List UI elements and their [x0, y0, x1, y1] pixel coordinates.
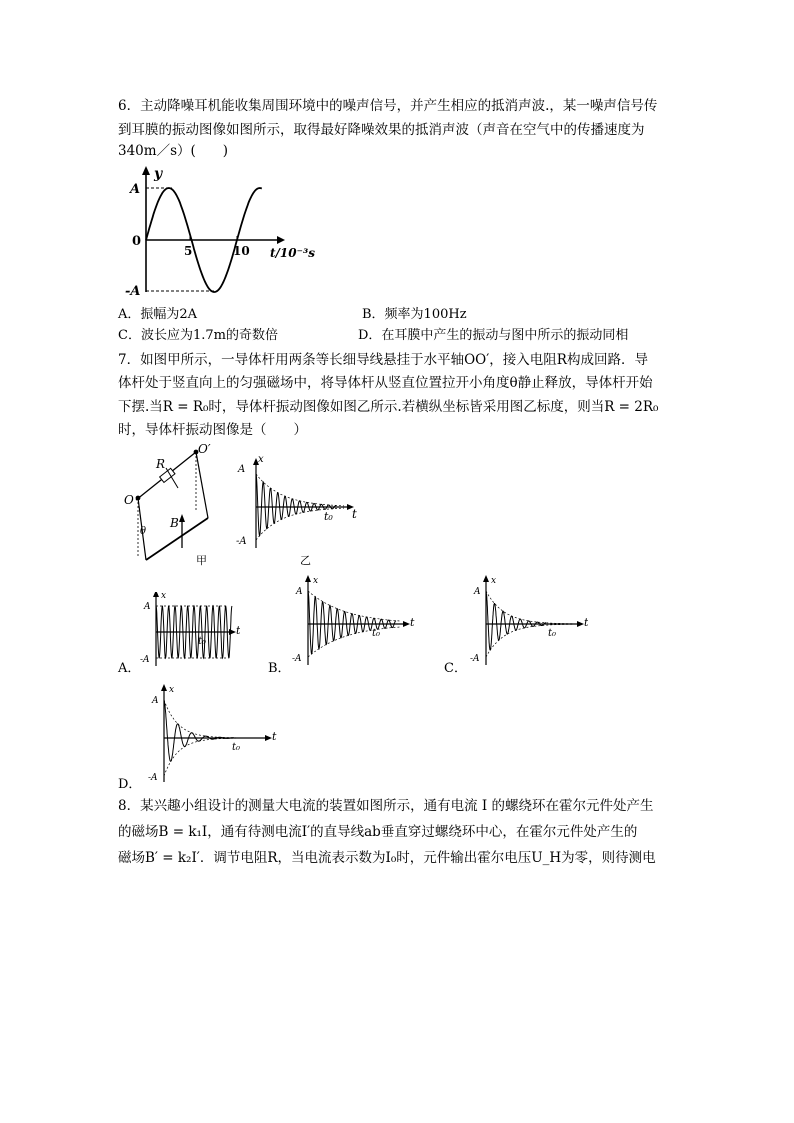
axis-arrow-up [305, 575, 311, 582]
oscillation-curve [164, 700, 234, 761]
yi-t-label: t [352, 507, 357, 521]
choice-b-graph[interactable] [286, 574, 416, 666]
fig-jia-apparatus [122, 442, 222, 568]
yi-nega-label: -A [236, 536, 247, 547]
axis-x-label: x [161, 592, 167, 601]
x-axis-arrow [277, 236, 285, 244]
axis-x-label: x [313, 576, 319, 586]
envelope-upper [486, 591, 574, 624]
axis-t-label: t [272, 730, 277, 743]
q7-stem-line4: 时，导体杆振动图像是（ ） [118, 422, 307, 438]
choice-c-graph[interactable] [464, 574, 588, 666]
label-o: O [124, 493, 134, 507]
axis-arrow-right [403, 621, 410, 627]
axis-t0-label: t₀ [372, 628, 381, 639]
choice-a-label[interactable]: A． [118, 661, 141, 676]
envelope-upper [164, 700, 262, 738]
envelope-lower [308, 627, 400, 657]
axis-t0-label: t₀ [548, 628, 557, 639]
q6-vibration-graph [120, 164, 320, 304]
envelope-lower [164, 738, 262, 776]
choice-c-label[interactable]: C． [444, 661, 467, 676]
envelope-lower [486, 624, 574, 657]
b-field-arrowhead [179, 514, 185, 522]
origin-label: 0 [132, 234, 142, 249]
caption-yi: 乙 [300, 554, 311, 567]
axis-x-label: x [169, 685, 175, 695]
axis-a-label: A [152, 696, 159, 706]
y-label: y [154, 166, 163, 182]
wire-right [196, 452, 208, 518]
axis-arrow-up [153, 592, 159, 597]
q6-stem-line3: 340m／s）( ) [118, 143, 229, 159]
axis-x-label: x [491, 576, 497, 586]
fig-yi-graph [232, 452, 362, 568]
label-b: B [170, 516, 179, 530]
amp-bottom-label: -A [125, 284, 141, 299]
x-label: t/10⁻³s [270, 246, 315, 260]
q8-stem-line3: 磁场B′ = k₂I′．调节电阻R，当电流表示数为I₀时，元件输出霍尔电压U_H为零，则待测电 [118, 850, 656, 866]
axis-t-label: t [584, 616, 588, 629]
q6-stem-line2: 到耳膜的振动图像如图所示，取得最好降噪效果的抵消声波（声音在空气中的传播速度为 [118, 122, 645, 138]
axis-a-label: A [296, 587, 303, 597]
q6-stem-line1: 6．主动降噪耳机能收集周围环境中的噪声信号，并产生相应的抵消声波.，某一噪声信号传 [118, 98, 658, 114]
yi-t0-label: t₀ [324, 510, 333, 523]
yi-x-label: x [258, 454, 264, 465]
label-r: R [156, 457, 166, 471]
axis-t0-label: t₀ [232, 742, 241, 753]
q8-stem-line1: 8．某兴趣小组设计的测量大电流的装置如图所示，通有电流 I 的螺绕环在霍尔元件处产生 [118, 798, 654, 814]
oscillation-curve [486, 591, 546, 650]
caption-jia: 甲 [196, 554, 207, 567]
q6-option-b[interactable]: B．频率为100Hz [362, 307, 467, 322]
q6-option-c[interactable]: C．波长应为1.7m的奇数倍 [118, 328, 278, 343]
axis-a-label: A [474, 587, 481, 597]
q8-stem-line2: 的磁场B = k₁I，通有待测电流I′的直导线ab垂直穿过螺绕环中心，在霍尔元件处产生的 [118, 824, 638, 840]
axis-arrow-up [483, 575, 489, 582]
axis-arrow-up [161, 684, 167, 691]
axis-arrow-right [265, 735, 272, 741]
q6-option-d[interactable]: D．在耳膜中产生的振动与图中所示的振动同相 [358, 328, 629, 343]
choice-a-graph[interactable] [140, 592, 240, 668]
tick-5-label: 5 [184, 244, 193, 258]
axis-nega-label: -A [292, 654, 302, 664]
axis-nega-label: -A [470, 654, 480, 664]
choice-b-label[interactable]: B． [268, 661, 291, 676]
axis-nega-label: -A [140, 655, 150, 665]
q7-stem-line3: 下摆.当R = R₀时，导体杆振动图像如图乙所示.若横纵坐标皆采用图乙标度，则当R = 2R₀ [118, 399, 659, 415]
label-theta: θ [140, 526, 147, 537]
label-oprime: O′ [198, 442, 211, 456]
axis-a-label: A [144, 602, 151, 612]
axis-t-label: t [410, 616, 415, 629]
q7-stem-line1: 7．如图甲所示，一导体杆用两条等长细导线悬挂于水平轴OO′，接入电阻R构成回路．导 [118, 352, 648, 368]
axis-t-label: t [236, 624, 240, 637]
amp-top-label: A [130, 182, 141, 197]
q7-stem-line2: 体杆处于竖直向上的匀强磁场中，将导体杆从竖直位置拉开小角度θ静止释放，导体杆开始 [118, 375, 653, 391]
yi-a-label: A [238, 464, 246, 475]
choice-d-graph[interactable] [140, 680, 280, 782]
q6-option-a[interactable]: A．振幅为2A [118, 307, 198, 322]
tick-10-label: 10 [233, 244, 250, 258]
axis-nega-label: -A [148, 773, 158, 782]
axis-t0-label: t₀ [198, 636, 207, 647]
choice-d-label[interactable]: D． [118, 777, 142, 792]
axis-arrow-right [577, 621, 584, 627]
y-axis-arrow [142, 166, 150, 175]
